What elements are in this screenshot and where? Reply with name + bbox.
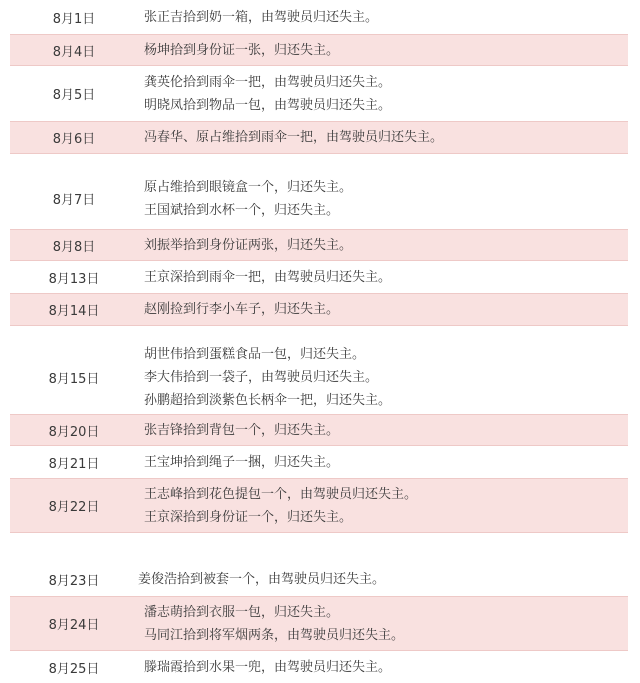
table-row bbox=[10, 596, 628, 651]
row-events bbox=[138, 39, 628, 62]
row-events bbox=[138, 266, 628, 289]
event-line: 杨坤拾到身份证一张，归还失主。 bbox=[144, 42, 340, 58]
table-row bbox=[10, 34, 628, 66]
table-row bbox=[10, 0, 628, 34]
row-date: 8月8日 bbox=[52, 239, 96, 255]
event-line: 姜俊浩拾到被套一个，由驾驶员归还失主。 bbox=[138, 572, 386, 587]
event-line: 王国斌拾到水杯一个，归还失主。 bbox=[144, 202, 340, 218]
row-events bbox=[138, 451, 628, 474]
row-events bbox=[138, 71, 628, 117]
event-line: 潘志萌拾到衣服一包，归还失主。 bbox=[144, 604, 340, 620]
event-line: 王志峰拾到花色提包一个，由驾驶员归还失主。 bbox=[144, 486, 418, 502]
row-events bbox=[138, 298, 628, 321]
table-row bbox=[10, 533, 628, 596]
event-line: 明晓凤拾到物品一包，由驾驶员归还失主。 bbox=[144, 97, 392, 113]
row-events bbox=[138, 234, 628, 257]
row-date: 8月1日 bbox=[52, 11, 96, 27]
event-line: 滕瑞霞拾到水果一兜，由驾驶员归还失主。 bbox=[144, 659, 392, 675]
table-row bbox=[10, 446, 628, 478]
event-line: 王京深拾到雨伞一把，由驾驶员归还失主。 bbox=[144, 269, 392, 285]
event-line: 龚英伦拾到雨伞一把，由驾驶员归还失主。 bbox=[144, 74, 392, 90]
table-row bbox=[10, 66, 628, 121]
event-line: 王宝坤拾到绳子一捆，归还失主。 bbox=[144, 454, 340, 470]
event-line: 原占维拾到眼镜盒一个，归还失主。 bbox=[144, 179, 353, 195]
row-events bbox=[138, 343, 628, 412]
row-date: 8月7日 bbox=[52, 193, 96, 208]
event-line: 张吉锋拾到背包一个，归还失主。 bbox=[144, 422, 340, 438]
event-line: 孙鹏超拾到淡紫色长柄伞一把，归还失主。 bbox=[144, 392, 392, 408]
row-events bbox=[138, 419, 628, 442]
event-line: 李大伟拾到一袋子，由驾驶员归还失主。 bbox=[144, 369, 379, 385]
event-line: 冯春华、原占维拾到雨伞一把，由驾驶员归还失主。 bbox=[144, 130, 444, 145]
row-events bbox=[138, 176, 628, 222]
table-row bbox=[10, 154, 628, 229]
event-line: 马同江拾到将军烟两条，由驾驶员归还失主。 bbox=[144, 627, 405, 643]
row-date: 8月15日 bbox=[48, 371, 100, 387]
row-date: 8月5日 bbox=[52, 88, 96, 103]
row-date: 8月20日 bbox=[48, 424, 100, 440]
row-date: 8月14日 bbox=[48, 304, 100, 319]
event-line: 刘振举拾到身份证两张，归还失主。 bbox=[144, 237, 353, 253]
table-row bbox=[10, 651, 628, 683]
event-line: 胡世伟拾到蛋糕食品一包，归还失主。 bbox=[144, 346, 366, 362]
row-events bbox=[138, 483, 628, 529]
row-date: 8月24日 bbox=[48, 618, 100, 633]
table-row bbox=[10, 229, 628, 261]
table-row bbox=[10, 293, 628, 326]
row-events bbox=[138, 6, 628, 29]
event-line: 赵刚捡到行李小车子，归还失主。 bbox=[144, 302, 340, 317]
row-date: 8月13日 bbox=[48, 271, 100, 287]
table-row bbox=[10, 326, 628, 414]
row-date: 8月6日 bbox=[52, 132, 96, 147]
event-line: 张正吉拾到奶一箱，由驾驶员归还失主。 bbox=[144, 9, 379, 25]
row-date: 8月21日 bbox=[48, 456, 100, 472]
row-events bbox=[138, 126, 628, 149]
row-date: 8月23日 bbox=[48, 574, 100, 589]
row-date: 8月25日 bbox=[48, 661, 100, 677]
row-date: 8月22日 bbox=[48, 500, 100, 515]
event-line: 王京深拾到身份证一个，归还失主。 bbox=[144, 509, 353, 525]
row-date: 8月4日 bbox=[52, 44, 96, 60]
table-row bbox=[10, 478, 628, 533]
row-events bbox=[138, 656, 628, 679]
table-row bbox=[10, 414, 628, 446]
row-events bbox=[138, 601, 628, 647]
table-row bbox=[10, 121, 628, 154]
table-row bbox=[10, 261, 628, 293]
row-events bbox=[138, 568, 628, 591]
